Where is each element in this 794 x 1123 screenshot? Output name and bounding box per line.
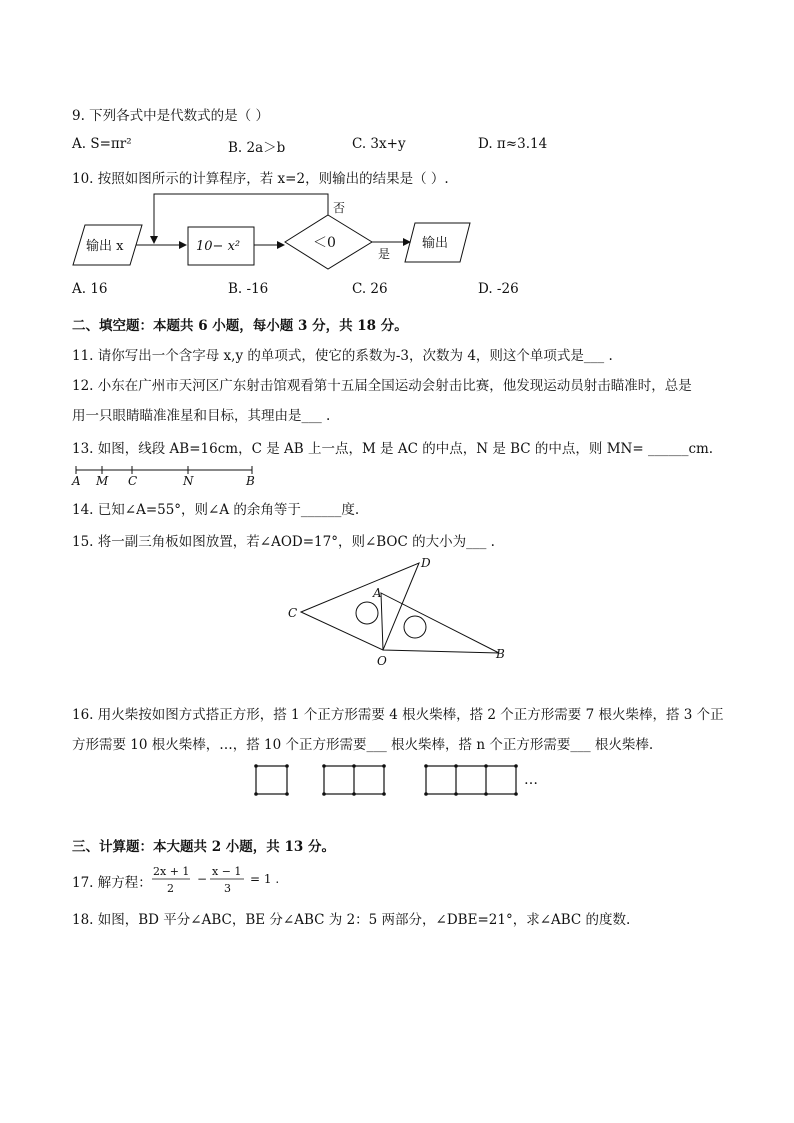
q15-label-o: O xyxy=(377,654,387,668)
flow-loop-line xyxy=(154,194,328,243)
q18-text: 18. 如图，BD 平分∠ABC，BE 分∠ABC 为 2：5 两部分，∠DBE=21°，求∠ABC 的度数. xyxy=(72,912,631,928)
q13-point-b: B xyxy=(246,474,255,488)
svg-text:3: 3 xyxy=(224,882,231,895)
svg-text:2x + 1: 2x + 1 xyxy=(153,865,190,878)
q9-option-a: A. S=πr² xyxy=(72,136,132,152)
q16-matchstick-figure xyxy=(250,760,550,800)
q16-line2: 方形需要 10 根火柴棒，…，搭 10 个正方形需要___ 根火柴棒，搭 n 个正方形需要___ 根火柴棒. xyxy=(72,737,654,753)
q15-label-d: D xyxy=(421,556,431,570)
q10-option-a: A. 16 xyxy=(72,281,108,297)
q12-line2: 用一只眼睛瞄准准星和目标，其理由是___ . xyxy=(72,408,331,424)
svg-text:= 1 .: = 1 . xyxy=(250,872,280,886)
q9-stem: 9. 下列各式中是代数式的是（ ） xyxy=(72,108,269,124)
flow-no-label: 否 xyxy=(333,201,346,215)
q15-stem: 15. 将一副三角板如图放置，若∠AOD=17°，则∠BOC 的大小为___ . xyxy=(72,534,495,550)
q13-point-a: A xyxy=(72,474,81,488)
flow-process-label: 10− x² xyxy=(196,239,241,254)
q13-point-n: N xyxy=(183,474,194,488)
q9-option-d: D. π≈3.14 xyxy=(478,136,548,152)
q17-prefix: 17. 解方程： xyxy=(72,875,152,891)
q17-equation xyxy=(150,862,290,898)
q10-option-b: B. -16 xyxy=(228,281,269,297)
q9-option-c: C. 3x+y xyxy=(352,136,406,152)
q16-ellipsis: … xyxy=(524,772,538,788)
flow-yes-label: 是 xyxy=(378,247,391,261)
svg-text:x − 1: x − 1 xyxy=(212,865,242,878)
q13-point-c: C xyxy=(128,474,138,488)
q15-triangle-figure xyxy=(285,555,515,670)
svg-text:−: − xyxy=(197,872,208,886)
q10-flowchart xyxy=(70,190,480,274)
section-2-heading: 二、填空题：本题共 6 小题，每小题 3 分，共 18 分。 xyxy=(72,318,408,334)
flow-input-label: 输出 x xyxy=(86,239,124,254)
flow-output-label: 输出 xyxy=(422,236,449,251)
flow-condition-label: ＜0 xyxy=(313,235,336,251)
q13-segment-figure xyxy=(70,464,270,488)
q14-text: 14. 已知∠A=55°，则∠A 的余角等于______度. xyxy=(72,502,360,518)
q13-stem: 13. 如图，线段 AB=16cm，C 是 AB 上一点，M 是 AC 的中点，N 是 BC 的中点，则 MN= ______cm. xyxy=(72,441,714,457)
q15-label-c: C xyxy=(288,606,298,620)
q15-label-a: A xyxy=(373,586,382,600)
q9-option-b: B. 2a＞b xyxy=(228,140,286,156)
q10-option-d: D. -26 xyxy=(478,281,519,297)
q11-text: 11. 请你写出一个含字母 x,y 的单项式，使它的系数为-3，次数为 4，则这个单项式是___ . xyxy=(72,348,613,364)
q10-stem: 10. 按照如图所示的计算程序，若 x=2，则输出的结果是（ ）. xyxy=(72,171,449,187)
q15-label-b: B xyxy=(496,647,505,661)
svg-text:2: 2 xyxy=(167,882,174,895)
q10-option-c: C. 26 xyxy=(352,281,388,297)
section-3-heading: 三、计算题：本大题共 2 小题，共 13 分。 xyxy=(72,839,335,855)
q12-line1: 12. 小东在广州市天河区广东射击馆观看第十五届全国运动会射击比赛，他发现运动员射击瞄准时，总是 xyxy=(72,378,692,394)
q16-line1: 16. 用火柴按如图方式搭正方形，搭 1 个正方形需要 4 根火柴棒，搭 2 个正方形需要 7 根火柴棒，搭 3 个正 xyxy=(72,707,724,723)
q13-point-m: M xyxy=(96,474,109,488)
